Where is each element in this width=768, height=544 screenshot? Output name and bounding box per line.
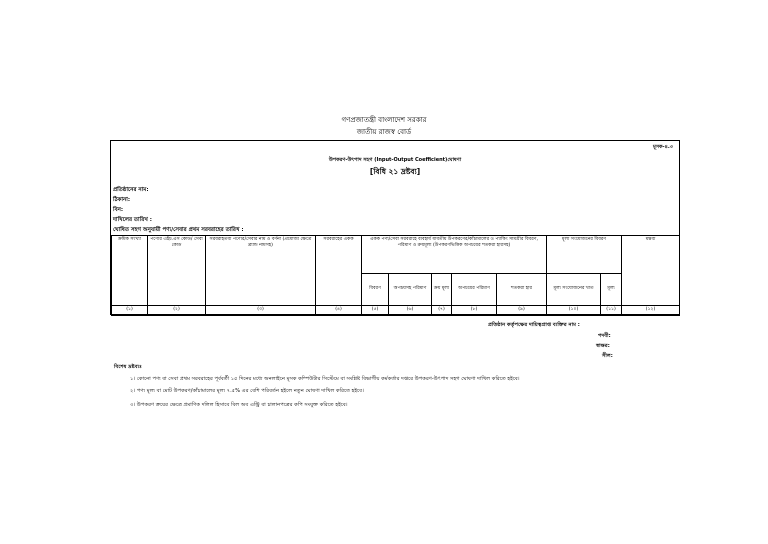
header-value-added-head: মূল্য সংযোজনের খাত: [547, 274, 601, 306]
header-waste-qty: অপচয়ের পরিমাণ: [452, 274, 497, 306]
signatory-designation-label: পদবী:: [598, 333, 611, 339]
col-number: (১): [112, 306, 148, 316]
field-org-name: প্রতিষ্ঠানের নাম:: [113, 187, 149, 193]
signatory-sign-label: স্বাক্ষর:: [596, 343, 610, 349]
note-item: ৩। উপকরণ ক্রয়ের ক্ষেত্রে প্রমাণিক দলিল হিসাবে বিল অব এন্ট্রি বা চালানপত্রের কপি সংযুক্ত করিতে হইবে।: [130, 402, 348, 408]
header-unit: সরবরাহের একক: [316, 236, 362, 306]
header-qty-with-waste: অপচয়সহ পরিমাণ: [389, 274, 432, 306]
gov-header-line2: জাতীয় রাজস্ব বোর্ড: [356, 128, 412, 136]
col-number: (৩): [206, 306, 316, 316]
header-inputs-group: একক পণ্য/সেবা সরবরাহে ব্যবহার্য যাবতীয় উপকরণের/কাঁচামালের ও প্যাকিং সামগ্রীর বিবরণ, পরিমাণ ও ক্রয়মূল্য (উপকরণভিত্তিক অপচয়ের শতকরা হারসহ): [362, 236, 547, 274]
col-number: (৫): [362, 306, 389, 316]
field-first-supply-date: ঘোষিত সহগ অনুযায়ী পণ্য/সেবার প্রথম সরবরাহের তারিখ :: [113, 227, 244, 233]
gov-header-line1: গণপ্রজাতন্ত্রী বাংলাদেশ সরকার: [341, 116, 427, 124]
header-value-added-price: মূল্য: [601, 274, 622, 306]
signatory-seal-label: সীল:: [602, 353, 613, 359]
form-reference: মূসক-৪.৩: [652, 144, 673, 150]
field-submit-date: দাখিলের তারিখ :: [113, 217, 152, 223]
col-number: (২): [148, 306, 206, 316]
header-serial: ক্রমিক সংখ্যা: [112, 236, 148, 306]
notes-heading: বিশেষ দ্রষ্টব্যঃ: [114, 364, 142, 370]
col-number: (১১): [601, 306, 622, 316]
form-rule: [বিধি ২১ দ্রষ্টব্য]: [369, 167, 421, 176]
header-hs-code: পণ্যের এইচ.এস কোড/ সেবা কোড: [148, 236, 206, 306]
col-number: (১০): [547, 306, 601, 316]
note-item: ২। পণ্য মূল্য বা মোট উপকরণ/কাঁচামালের মূল্য ৭.৫% এর বেশি পরিবর্তন হইলে নতুন ঘোষণা দাখিল করিতে হইবে।: [130, 388, 364, 394]
col-number: (৬): [389, 306, 432, 316]
header-percent-rate: শতকরা হার: [497, 274, 547, 306]
header-purchase-price: ক্রয় মূল্য: [432, 274, 452, 306]
header-product-name: সরবরাহতব্য পণ্যের/সেবার নাম ও বর্ণনা (প্রযোজ্য ক্ষেত্রে ব্র্যান্ড নামসহ): [206, 236, 316, 306]
form-title: উপকরণ-উৎপাদ সহগ (Input-Output Coefficient)ঘোষণা: [328, 157, 462, 163]
col-number: (৭): [432, 306, 452, 316]
header-description: বিবরণ: [362, 274, 389, 306]
field-address: ঠিকানা:: [113, 197, 131, 203]
col-number: (৪): [316, 306, 362, 316]
note-item: ১। কোনো পণ্য বা সেবা প্রথম সরবরাহের পূর্ববর্তী ১৫ দিনের মধ্যে অনলাইনে মূসক কম্পিউটার সিস্টেমে বা সংশ্লিষ্ট বিভাগীয় কর্মকর্তার দপ্তরে উপকরণ-উৎপাদ সহগ ঘোষণা দাখিল করিতে হইবে।: [130, 376, 520, 382]
signatory-name-label: প্রতিষ্ঠান কর্তৃপক্ষের দায়িত্বপ্রাপ্ত ব্যক্তির নাম :: [488, 322, 580, 328]
col-number: (৮): [452, 306, 497, 316]
field-bin: বিন:: [113, 207, 124, 213]
form-frame: [110, 140, 680, 315]
header-remarks: মন্তব্য: [622, 236, 680, 306]
header-value-added-group: মূল্য সংযোজনের বিবরণ: [547, 236, 622, 274]
col-number: (১২): [622, 306, 680, 316]
col-number: (৯): [497, 306, 547, 316]
coefficient-table: [111, 235, 680, 316]
